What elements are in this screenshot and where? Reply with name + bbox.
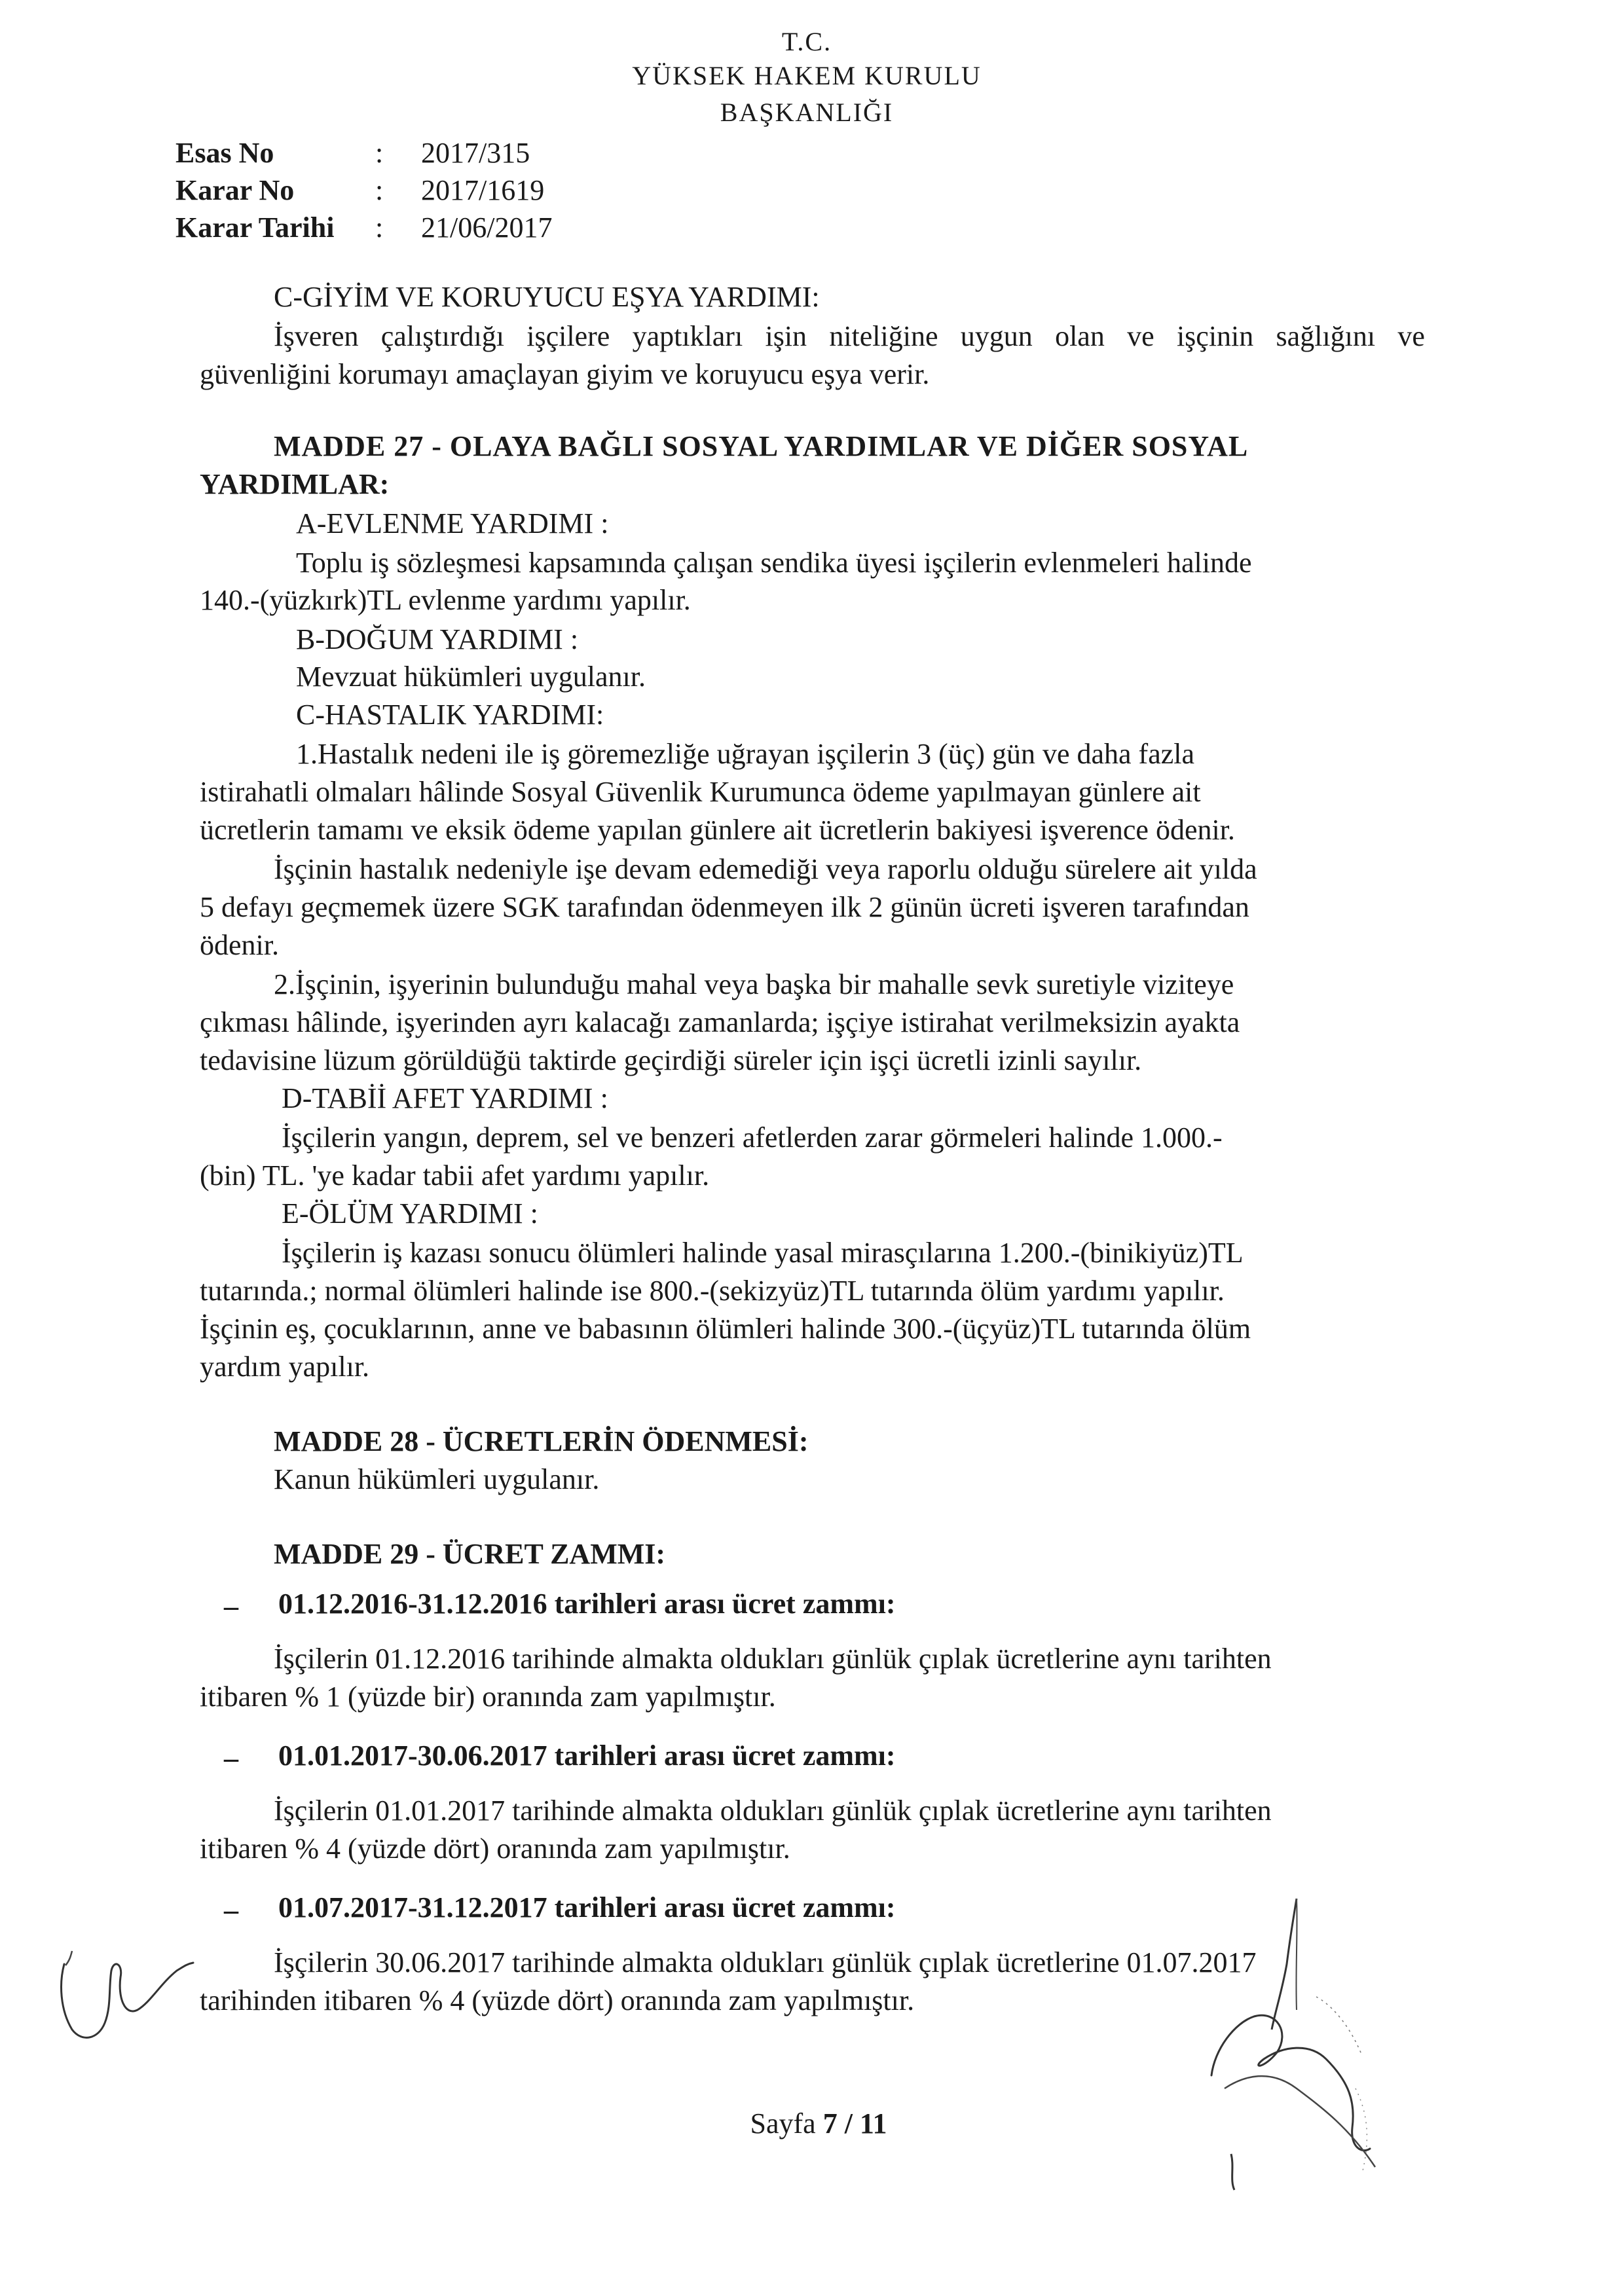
subsection-title-evlenme: A-EVLENME YARDIMI : <box>296 507 609 539</box>
meta-colon: : <box>375 174 384 206</box>
paragraph-line: ödenir. <box>200 929 279 961</box>
raise-period-heading: 01.07.2017-31.12.2017 tarihleri arası ücret zammı: <box>278 1891 896 1923</box>
word: İşveren <box>274 320 359 352</box>
word: çalıştırdığı <box>380 320 504 352</box>
subsection-title-hastalik: C-HASTALIK YARDIMI: <box>296 699 604 731</box>
paragraph-line: güvenliğini korumayı amaçlayan giyim ve koruyucu eşya verir. <box>200 358 930 390</box>
word: işçinin <box>1176 320 1254 352</box>
word: ve <box>1397 320 1425 352</box>
subsection-title-olum: E-ÖLÜM YARDIMI : <box>282 1197 538 1230</box>
meta-label: Esas No <box>175 137 274 169</box>
paragraph-line: tedavisine lüzum görüldüğü taktirde geçirdiği süreler için işçi ücretli izinli sayılır. <box>200 1044 1142 1076</box>
paragraph-line: itibaren % 4 (yüzde dört) oranında zam yapılmıştır. <box>200 1832 790 1865</box>
word: olan <box>1055 320 1105 352</box>
meta-value: 2017/1619 <box>421 174 545 206</box>
paragraph-line: tutarında.; normal ölümleri halinde ise 800.-(sekizyüz)TL tutarında ölüm yardımı yapılır. <box>200 1275 1225 1307</box>
meta-label: Karar No <box>175 174 295 206</box>
meta-value: 21/06/2017 <box>421 211 553 244</box>
header-tc: T.C. <box>781 27 832 56</box>
paragraph-line: itibaren % 1 (yüzde bir) oranında zam yapılmıştır. <box>200 1681 776 1713</box>
handwritten-initials-left <box>46 1925 203 2069</box>
word: yaptıkları <box>632 320 743 352</box>
raise-period-heading: 01.01.2017-30.06.2017 tarihleri arası ücret zammı: <box>278 1740 896 1772</box>
word: işçilere <box>526 320 610 352</box>
paragraph-line: 140.-(yüzkırk)TL evlenme yardımı yapılır. <box>200 584 691 616</box>
page-number-value: 7 / 11 <box>822 2107 887 2140</box>
paragraph-line: istirahatli olmaları hâlinde Sosyal Güvenlik Kurumunca ödeme yapılmayan günlere ait <box>200 776 1201 808</box>
paragraph-line: İşçinin hastalık nedeniyle işe devam edemediği veya raporlu olduğu sürelere ait yılda <box>274 853 1257 885</box>
meta-colon: : <box>375 137 384 169</box>
handwritten-signature-right <box>1198 1892 1434 2200</box>
raise-period-heading: 01.12.2016-31.12.2016 tarihleri arası ücret zammı: <box>278 1588 896 1620</box>
paragraph-line: İşçinin eş, çocuklarının, anne ve babasının ölümleri halinde 300.-(üçyüz)TL tutarında ölüm <box>200 1313 1251 1345</box>
paragraph-line: İşçilerin yangın, deprem, sel ve benzeri afetlerden zarar görmeleri halinde 1.000.- <box>282 1121 1223 1154</box>
paragraph-line: İşçilerin iş kazası sonucu ölümleri halinde yasal mirasçılarına 1.200.-(binikiyüz)TL <box>282 1237 1244 1269</box>
word: uygun <box>960 320 1033 352</box>
paragraph-line: 2.İşçinin, işyerinin bulunduğu mahal veya başka bir mahalle sevk suretiyle viziteye <box>274 968 1234 1000</box>
word: sağlığını <box>1276 320 1376 352</box>
page-number <box>7 2107 1624 2140</box>
header-institution: YÜKSEK HAKEM KURULU <box>632 61 982 90</box>
list-bullet-dash: – <box>224 1590 238 1622</box>
word: niteliğine <box>829 320 938 352</box>
paragraph-line: Mevzuat hükümleri uygulanır. <box>296 661 646 693</box>
header-presidency: BAŞKANLIĞI <box>720 98 894 127</box>
article-29-title: MADDE 29 - ÜCRET ZAMMI: <box>274 1538 666 1570</box>
paragraph-line: İşçilerin 01.12.2016 tarihinde almakta oldukları günlük çıplak ücretlerine aynı tarihten <box>274 1643 1272 1675</box>
paragraph-line: Kanun hükümleri uygulanır. <box>274 1463 600 1495</box>
page-number-prefix: Sayfa <box>750 2107 823 2140</box>
paragraph-line: İşçilerin 01.01.2017 tarihinde almakta oldukları günlük çıplak ücretlerine aynı tarihten <box>274 1795 1272 1827</box>
paragraph-line: yardım yapılır. <box>200 1351 370 1383</box>
article-27-title-cont: YARDIMLAR: <box>200 468 390 500</box>
paragraph-line: 5 defayı geçmemek üzere SGK tarafından ödenmeyen ilk 2 günün ücreti işveren tarafından <box>200 891 1249 923</box>
meta-value: 2017/315 <box>421 137 530 169</box>
paragraph-line: İşçilerin 30.06.2017 tarihinde almakta oldukları günlük çıplak ücretlerine 01.07.2017 <box>274 1946 1257 1978</box>
paragraph-line: (bin) TL. 'ye kadar tabii afet yardımı yapılır. <box>200 1159 710 1192</box>
word: işin <box>765 320 807 352</box>
paragraph-line: tarihinden itibaren % 4 (yüzde dört) oranında zam yapılmıştır. <box>200 1984 915 2016</box>
paragraph-line: Toplu iş sözleşmesi kapsamında çalışan sendika üyesi işçilerin evlenmeleri halinde <box>296 547 1252 579</box>
list-bullet-dash: – <box>224 1742 238 1774</box>
section-title-giyim: C-GİYİM VE KORUYUCU EŞYA YARDIMI: <box>274 281 820 313</box>
subsection-title-dogum: B-DOĞUM YARDIMI : <box>296 623 579 655</box>
article-28-title: MADDE 28 - ÜCRETLERİN ÖDENMESİ: <box>274 1425 809 1457</box>
meta-label: Karar Tarihi <box>175 211 335 244</box>
subsection-title-tabii-afet: D-TABİİ AFET YARDIMI : <box>282 1082 608 1114</box>
paragraph-line <box>274 322 1425 351</box>
paragraph-line: 1.Hastalık nedeni ile iş göremezliğe uğrayan işçilerin 3 (üç) gün ve daha fazla <box>296 738 1195 770</box>
meta-colon: : <box>375 211 384 244</box>
list-bullet-dash: – <box>224 1894 238 1926</box>
paragraph-line: çıkması hâlinde, işyerinden ayrı kalacağı zamanlarda; işçiye istirahat verilmeksizin ayakta <box>200 1006 1240 1038</box>
paragraph-line: ücretlerin tamamı ve eksik ödeme yapılan günlere ait ücretlerin bakiyesi işverence ödenir. <box>200 814 1235 846</box>
article-27-title: MADDE 27 - OLAYA BAĞLI SOSYAL YARDIMLAR VE DİĞER SOSYAL <box>274 430 1249 462</box>
word: ve <box>1127 320 1154 352</box>
